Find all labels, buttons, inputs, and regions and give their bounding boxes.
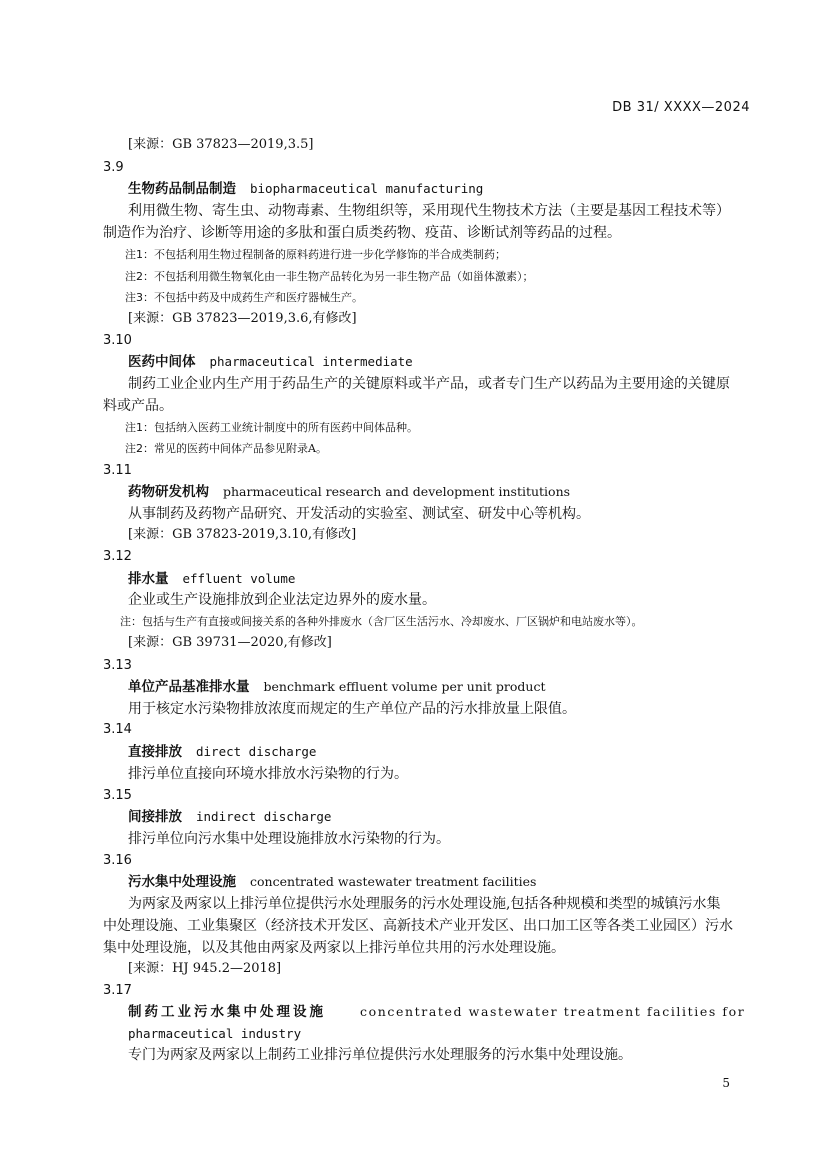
clause-number: 3.11 xyxy=(103,463,132,478)
term-en: concentrated wastewater treatment facilities for xyxy=(360,1004,746,1019)
definition-text: 制造作为治疗、诊断等用途的多肽和蛋白质类药物、疫苗、诊断试剂等药品的过程。 xyxy=(103,225,621,241)
note-text: 不包括中药及中成药生产和医疗器械生产。 xyxy=(154,291,363,304)
term-en: benchmark effluent volume per unit product xyxy=(263,679,546,694)
term-en: biopharmaceutical manufacturing xyxy=(250,181,484,196)
note-label: 注： xyxy=(120,615,142,628)
term-zh: 直接排放 xyxy=(128,744,182,760)
source-citation: [来源：GB 39731—2020,有修改] xyxy=(128,635,332,650)
term-heading xyxy=(128,1002,745,1022)
document-code: DB 31/ XXXX—2024 xyxy=(612,100,750,115)
clause-number: 3.15 xyxy=(103,788,132,803)
note xyxy=(125,418,418,438)
term-zh: 药物研发机构 xyxy=(128,484,209,500)
definition-text: 企业或生产设施排放到企业法定边界外的废水量。 xyxy=(128,592,436,608)
definition-text: 利用微生物、寄生虫、动物毒素、生物组织等，采用现代生物技术方法（主要是基因工程技术等） xyxy=(128,203,730,219)
note-label: 注1： xyxy=(125,421,154,434)
note-label: 注2： xyxy=(125,442,154,455)
definition-text: 为两家及两家以上排污单位提供污水处理服务的污水处理设施,包括各种规模和类型的城镇污水集 xyxy=(128,896,721,912)
term-heading xyxy=(128,482,570,502)
definition-text: 料或产品。 xyxy=(103,398,173,414)
note-text: 不包括利用生物过程制备的原料药进行进一步化学修饰的半合成类制药； xyxy=(154,248,506,261)
term-en: indirect discharge xyxy=(196,809,332,824)
note-text: 不包括利用微生物氧化由一非生物产品转化为另一非生物产品（如甾体激素）； xyxy=(154,270,534,283)
definition-text: 集中处理设施，以及其他由两家及两家以上排污单位共用的污水处理设施。 xyxy=(103,940,565,956)
term-heading xyxy=(128,872,536,892)
term-en: pharmaceutical intermediate xyxy=(209,354,413,369)
clause-number: 3.16 xyxy=(103,853,132,868)
term-en: pharmaceutical industry xyxy=(128,1026,302,1041)
note xyxy=(125,267,534,287)
source-citation: [来源：GB 37823—2019,3.5] xyxy=(128,137,314,152)
note xyxy=(125,288,363,308)
term-zh: 排水量 xyxy=(128,571,169,587)
page-number: 5 xyxy=(722,1076,730,1090)
note-text: 常见的医药中间体产品参见附录A。 xyxy=(154,442,327,455)
note xyxy=(125,439,327,459)
term-zh: 医药中间体 xyxy=(128,354,196,370)
term-zh: 制药工业污水集中处理设施 xyxy=(128,1004,326,1020)
term-en: concentrated wastewater treatment facilities xyxy=(250,874,537,889)
clause-number: 3.9 xyxy=(103,160,124,175)
definition-text: 从事制药及药物产品研究、开发活动的实验室、测试室、研发中心等机构。 xyxy=(128,506,590,522)
definition-text: 专门为两家及两家以上制药工业排污单位提供污水处理服务的污水集中处理设施。 xyxy=(128,1047,632,1063)
clause-number: 3.12 xyxy=(103,549,132,564)
clause-number: 3.17 xyxy=(103,983,132,998)
term-heading xyxy=(128,807,331,827)
term-zh: 间接排放 xyxy=(128,809,182,825)
source-citation: [来源：GB 37823-2019,3.10,有修改] xyxy=(128,527,357,542)
source-citation: [来源：GB 37823—2019,3.6,有修改] xyxy=(128,311,357,326)
definition-text: 中处理设施、工业集聚区（经济技术开发区、高新技术产业开发区、出口加工区等各类工业园区）污水 xyxy=(103,918,733,934)
term-heading-continued xyxy=(128,1024,301,1044)
term-en: pharmaceutical research and development institutions xyxy=(223,484,571,499)
note-text: 包括纳入医药工业统计制度中的所有医药中间体品种。 xyxy=(154,421,418,434)
term-heading xyxy=(128,677,545,697)
note-label: 注1： xyxy=(125,248,154,261)
term-heading xyxy=(128,742,316,762)
definition-text: 排污单位直接向环境水排放水污染物的行为。 xyxy=(128,766,408,782)
term-en: effluent volume xyxy=(182,571,296,586)
clause-number: 3.10 xyxy=(103,333,132,348)
note-label: 注2： xyxy=(125,270,154,283)
note-text: 包括与生产有直接或间接关系的各种外排废水（含厂区生活污水、冷却废水、厂区锅炉和电站废水等）。 xyxy=(142,615,643,628)
clause-number: 3.14 xyxy=(103,722,132,737)
source-citation: [来源：HJ 945.2—2018] xyxy=(128,961,282,976)
note-label: 注3： xyxy=(125,291,154,304)
term-heading xyxy=(128,352,413,372)
clause-number: 3.13 xyxy=(103,658,132,673)
definition-text: 排污单位向污水集中处理设施排放水污染物的行为。 xyxy=(128,831,450,847)
term-heading xyxy=(128,179,483,199)
term-zh: 污水集中处理设施 xyxy=(128,874,236,890)
note xyxy=(120,612,643,632)
definition-text: 用于核定水污染物排放浓度而规定的生产单位产品的污水排放量上限值。 xyxy=(128,701,576,717)
term-zh: 生物药品制品制造 xyxy=(128,181,236,197)
definition-text: 制药工业企业内生产用于药品生产的关键原料或半产品，或者专门生产以药品为主要用途的关键原 xyxy=(128,376,730,392)
term-zh: 单位产品基准排水量 xyxy=(128,679,250,695)
term-heading xyxy=(128,569,295,589)
note xyxy=(125,245,506,265)
term-en: direct discharge xyxy=(196,744,317,759)
